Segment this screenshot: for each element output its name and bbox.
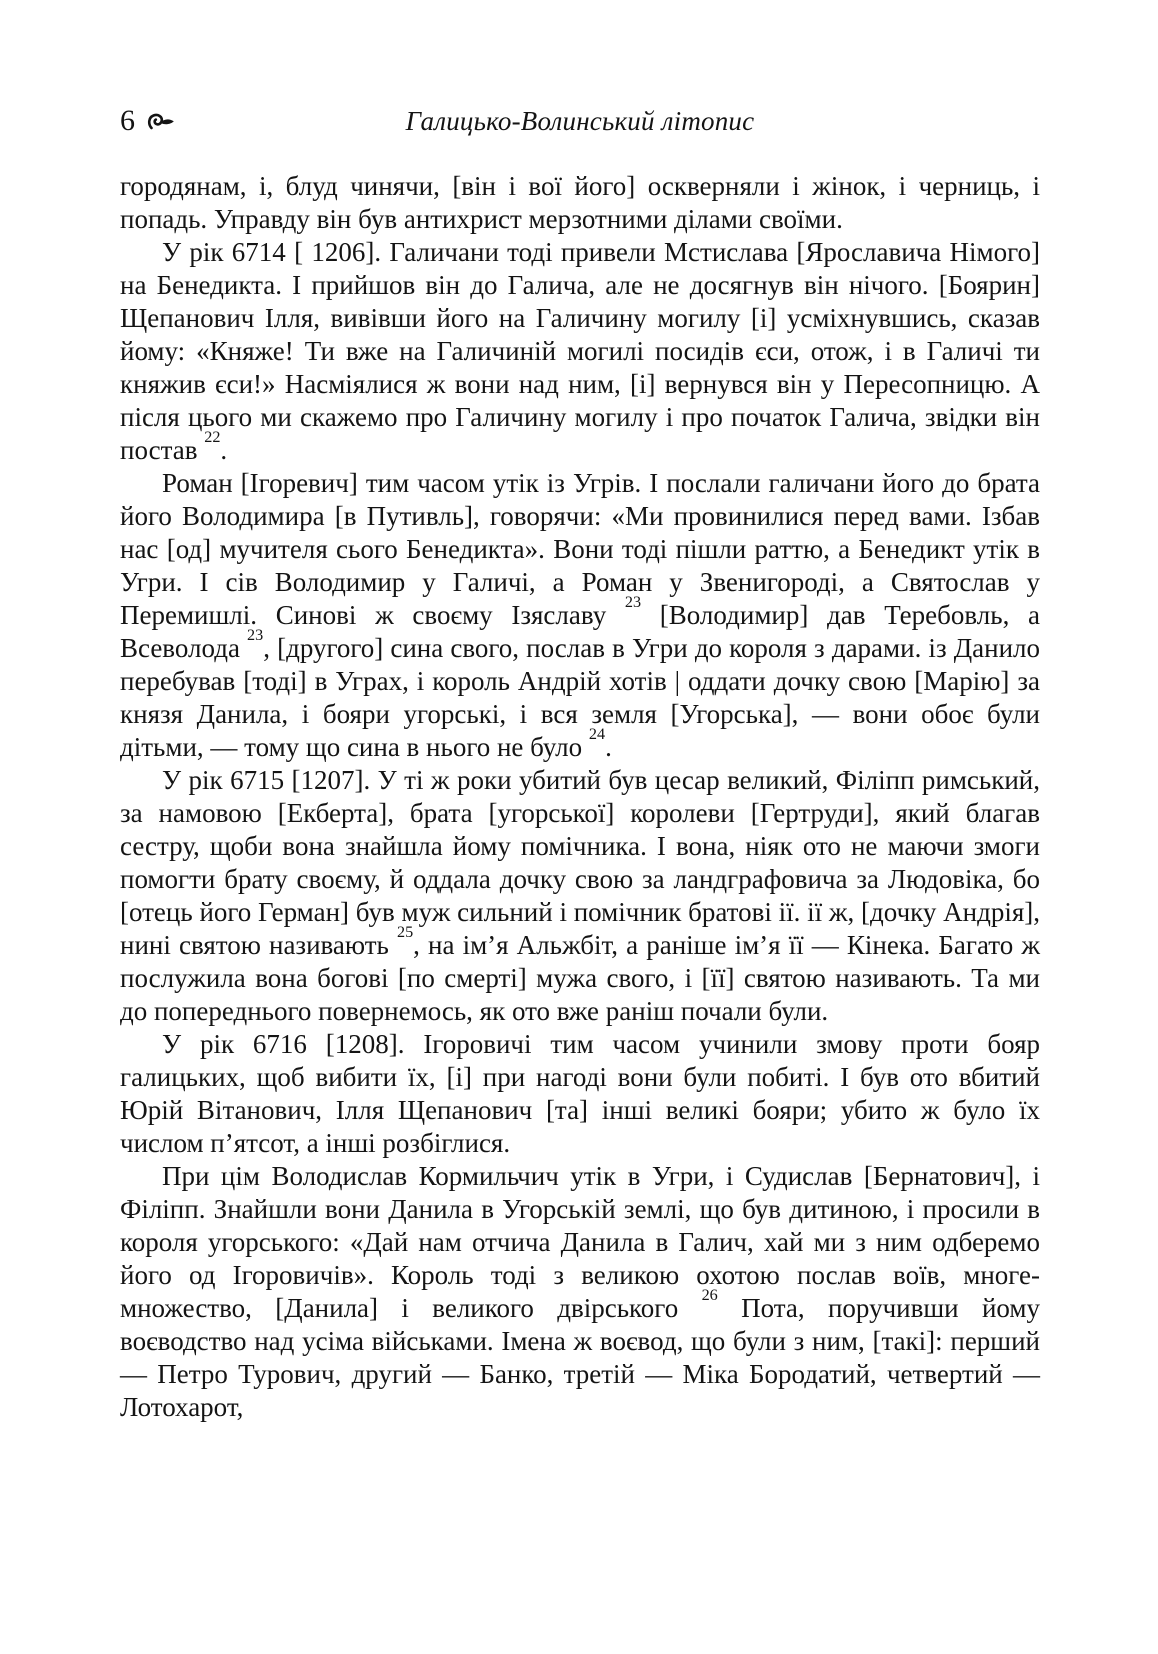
fleuron-icon — [147, 112, 177, 137]
page-header — [120, 104, 1040, 144]
paragraph: Роман [Ігоревич] тим часом утік із Угрів. І послали галичани його до брата його Володимира [в Путивль], говорячи: «Ми провинилися перед вами. Ізбав нас [од] мучителя сього Бенедикта». Вони тоді пішли раттю, а Бенедикт утік в Угри. І сів Володимир у Галичі, а Роман у Звенигороді, а Святослав у Перемишлі. Синові ж своєму Ізяславу $^{23}$ [Володимир] дав Теребовль, а Всеволода $^{23}$, [другого] сина свого, послав в Угри до короля з дарами. із Данило перебував [тоді] в Уграх, і король Андрій хотів | оддати дочку свою [Марію] за князя Данила, і бояри угорські, і вся земля [Угорська], — вони обоє були дітьми, — тому що сина в нього не було $^{24}$. — [120, 468, 1040, 762]
footnote-ref: 23 — [247, 625, 264, 644]
paragraph: городянам, і, блуд чинячи, [він і вої його] оскверняли і жінок, і черниць, і попадь. Управду він був антихрист мерзотними ділами своїми. — [120, 171, 1040, 234]
page-body — [120, 170, 1040, 1424]
paragraph: У рік 6715 [1207]. У ті ж роки убитий був цесар великий, Філіпп римський, за намовою [Екберта], брата [угорської] королеви [Гертруди], який благав сестру, щоби вона знайшла йому помічника. І вона, ніяк ото не маючи змоги помогти брату своєму, й оддала дочку свою за ландграфовича за Людовіка, бо [отець його Герман] був муж сильний і помічник братові ії. ії ж, [дочку Андрія], нині святою називають $^{25}$, на ім’я Альжбіт, а раніше ім’я її — Кінека. Багато ж послужила вона богові [по смерті] мужа свого, і [її] святою називають. Та ми до попереднього повернемось, як ото вже раніш почали були. — [120, 765, 1040, 1026]
paragraph: У рік 6716 [1208]. Ігоровичі тим часом учинили змову проти бояр галицьких, щоб вибити їх, [і] при нагоді вони були побиті. І був ото вбитий Юрій Вітанович, Ілля Щепанович [та] інші великі бояри; убито ж було їх числом п’ятсот, а інші розбіглися. — [120, 1029, 1040, 1158]
folio — [120, 104, 177, 138]
footnote-ref: 23 — [624, 592, 642, 611]
footnote-ref: 26 — [701, 1285, 718, 1304]
footnote-ref: 25 — [396, 922, 414, 941]
footnote-ref: 22 — [204, 427, 221, 446]
running-title: Галицько-Волинський літопис — [405, 106, 755, 136]
page-number: 6 — [120, 104, 135, 137]
paragraph: При цім Володислав Кормильчич утік в Угри, і Судислав [Бернатович], і Філіпп. Знайшли вони Данила в Угорській землі, що був дитиною, і просили в короля угорського: «Дай нам отчича Данила в Галич, хай ми з ним одберемо його од Ігоровичів». Король тоді з великою охотою послав воїв, многе-множество, [Данила] і великого двірського $^{26}$ Пота, поручивши йому воєводство над усіма військами. Імена ж воєвод, що були з ним, [такі]: перший — Петро Турович, другий — Банко, третій — Міка Бородатий, четвертий — Лотохарот, — [120, 1161, 1040, 1422]
footnote-ref: 24 — [588, 724, 606, 743]
paragraph: У рік 6714 [ 1206]. Галичани тоді привели Мстислава [Ярославича Німого] на Бенедикта. І прийшов він до Галича, але не досягнув він нічого. [Боярин] Щепанович Ілля, вивівши його на Галичину могилу [і] усміхнувшись, сказав йому: «Княже! Ти вже на Галичиній могилі посидів єси, отож, і в Галичі ти княжив єси!» Насміялися ж вони над ним, [і] вернувся він у Пересопницю. А після цього ми скажемо про Галичину могилу і про початок Галича, звідки він постав $^{22}$. — [120, 237, 1040, 465]
